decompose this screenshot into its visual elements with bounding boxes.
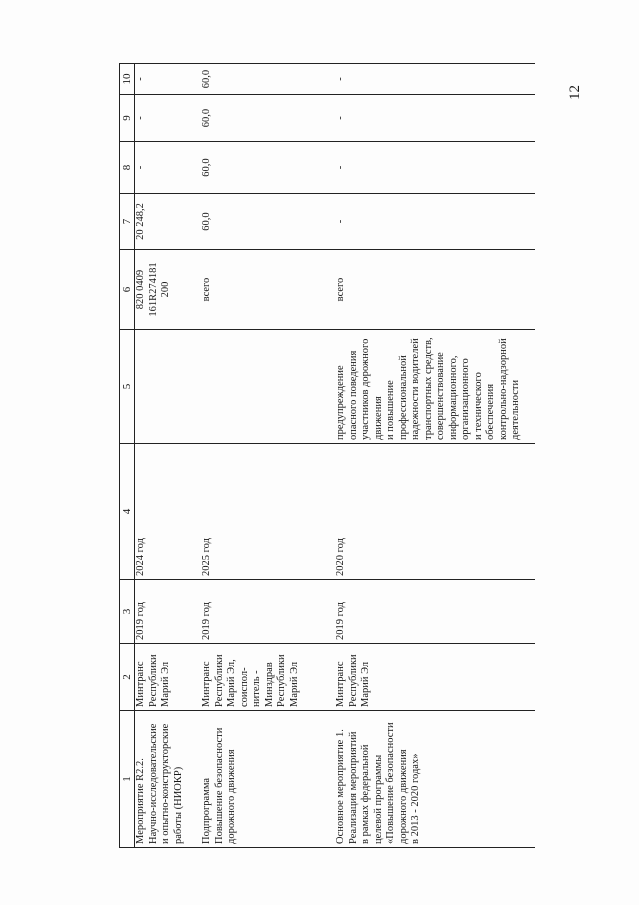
cell-executor: Минтранс Республики Марий Эл, соиспол- нитель - Минздрав Республики Марий Эл [201,644,335,711]
col-header-2: 2 [120,644,135,711]
cell-end-year: 2025 год [201,444,335,580]
col-header-6: 6 [120,250,135,330]
col-header-7: 7 [120,194,135,250]
cell-value-7: - [335,194,535,250]
cell-value-9: - [135,95,202,142]
col-header-9: 9 [120,95,135,142]
cell-end-year: 2024 год [135,444,202,580]
cell-executor: Минтранс Республики Марий Эл [335,644,535,711]
cell-executor: Минтранс Республики Марий Эл [135,644,202,711]
cell-activity: Основное мероприятие 1. Реализация мероприятий в рамках федеральной целевой программы «Повышение безопасности дорожного движения в 2013 - 2020 годах» [335,711,535,848]
cell-value-10: - [335,64,535,95]
cell-value-9: - [335,95,535,142]
table-row [201,64,335,848]
col-header-5: 5 [120,330,135,444]
cell-budget-code: 820 0409 161R274181 200 [135,250,202,330]
col-header-3: 3 [120,580,135,644]
col-header-1: 1 [120,711,135,848]
cell-value-8: - [135,142,202,194]
cell-end-year: 2020 год [335,444,535,580]
col-header-8: 8 [120,142,135,194]
cell-value-8: - [335,142,535,194]
rotated-table-container [119,64,524,848]
col-header-4: 4 [120,444,135,580]
table-row [335,64,535,848]
cell-value-7: 60,0 [201,194,335,250]
cell-start-year: 2019 год [335,580,535,644]
cell-result [135,330,202,444]
cell-start-year: 2019 год [135,580,202,644]
cell-activity: Подпрограмма Повышение безопасности дорожного движения [201,711,335,848]
table-row [135,64,202,848]
cell-value-10: - [135,64,202,95]
cell-value-8: 60,0 [201,142,335,194]
cell-activity: Мероприятие R2.2. Научно-исследовательские и опытно-конструкторские работы (НИОКР) [135,711,202,848]
cell-value-10: 60,0 [201,64,335,95]
cell-value-7: 20 248,2 [135,194,202,250]
page-number: 12 [567,85,583,100]
cell-result: предупреждение опасного поведения участников дорожного движения и повышение профессиональной надежности водителей транспортных средств, совершенствование информационного, организационного и технического обеспечения контрольно-надзорной деятельности [335,330,535,444]
col-header-10: 10 [120,64,135,95]
cell-result [201,330,335,444]
program-table [119,63,535,848]
cell-budget-code: всего [201,250,335,330]
header-row [120,64,135,848]
cell-budget-code: всего [335,250,535,330]
cell-start-year: 2019 год [201,580,335,644]
cell-value-9: 60,0 [201,95,335,142]
